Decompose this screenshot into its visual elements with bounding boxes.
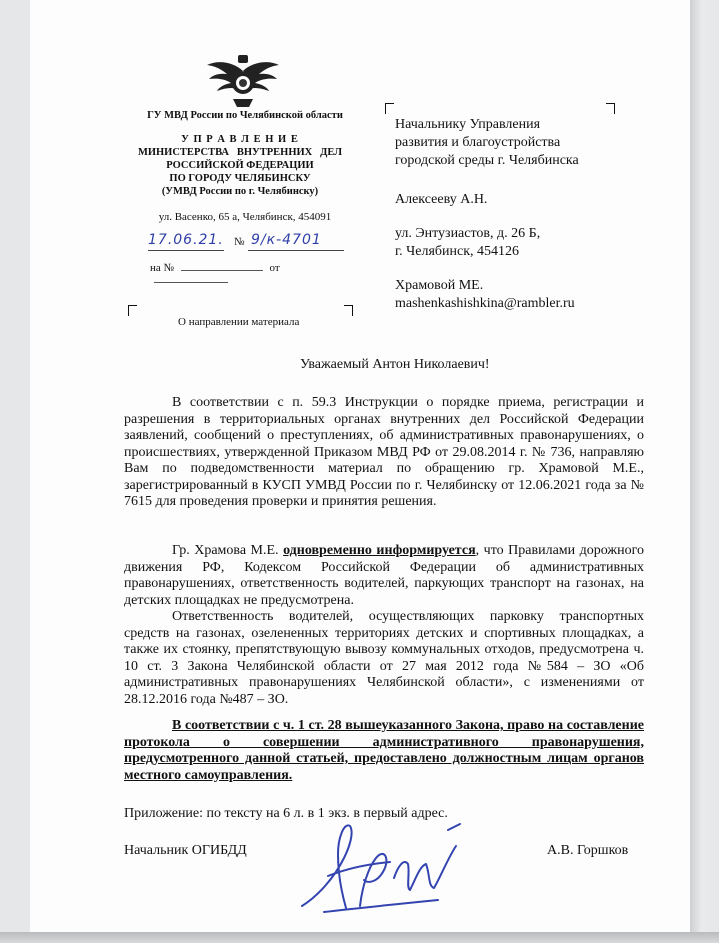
paragraph-2-start: Гр. Храмова М.Е. <box>172 543 284 558</box>
handwritten-signature-icon <box>298 818 468 916</box>
recipient-line: городской среды г. Челябинска <box>395 153 579 168</box>
registration-date: 17.06.21. <box>148 232 224 248</box>
issuer-department <box>120 133 360 198</box>
page-edge-shadow <box>690 0 719 943</box>
paragraph-4: В соответствии с ч. 1 ст. 28 вышеуказанного Закона, право на составление протокола о совершении административного правонарушения, предусмотренного данной статьей, предоставлено должностным лицам органов местного самоуправления. <box>124 718 644 783</box>
reference-prefix: на № <box>150 262 175 274</box>
page-bottom-shadow <box>0 932 719 943</box>
recipient-line <box>395 171 655 192</box>
recipient-corner-right <box>606 103 615 114</box>
registration-line <box>148 232 348 254</box>
mvd-emblem-icon <box>205 53 281 109</box>
number-underline <box>248 250 344 251</box>
recipient-address: г. Челябинск, 454126 <box>395 244 520 259</box>
paragraph-2 <box>124 543 644 609</box>
date-underline <box>148 250 224 251</box>
paragraph-2-end: , что Правилами дорожного движения РФ, Кодексом Российской Федерации об административных правонарушениях, ответственность водителей, паркующих транспорт на газонах, на детских площадках не предусмотрена. <box>124 543 644 608</box>
issuer-address: ул. Васенко, 65 а, Челябинск, 454091 <box>158 211 332 223</box>
dept-line: (УМВД России по г. Челябинску) <box>161 186 319 197</box>
signatory-name: А.В. Горшков <box>547 843 629 858</box>
recipient-name: Алексееву А.Н. <box>395 192 488 207</box>
paragraph-1: В соответствии с п. 59.3 Инструкции о порядке приема, регистрации и разрешения в территориальных органах внутренних дел Российской Федерации заявлений, сообщений о преступлениях, об административных правонарушениях, о происшествиях, утвержденной Приказом МВД РФ от 29.08.2014 г. № 736, направляю Вам по подведомственности материал по обращению гр. Храмовой М.Е., зарегистрированный в КУСП УМВД России по г. Челябинску от 12.06.2021 года за № 7615 для проведения проверки и принятия решения. <box>124 395 644 509</box>
dept-line: ПО ГОРОДУ ЧЕЛЯБИНСКУ <box>169 173 311 184</box>
dept-line: МИНИСТЕРСТВА ВНУТРЕННИХ ДЕЛ <box>137 147 343 158</box>
document-subject: О направлении материала <box>178 316 300 328</box>
attachment-note: Приложение: по тексту на 6 л. в 1 экз. в первый адрес. <box>124 806 448 821</box>
recipient-line: развития и благоустройства <box>395 135 561 150</box>
subject-corner-right <box>344 305 353 316</box>
copy-recipient-name: Храмовой МЕ. <box>395 278 484 293</box>
reference-from: от <box>269 262 280 274</box>
recipient-corner-left <box>385 103 394 114</box>
subject-corner-left <box>128 305 137 316</box>
recipient-line <box>395 262 655 278</box>
recipient-address: ул. Энтузиастов, д. 26 Б, <box>395 226 541 241</box>
registration-number: 9/к-4701 <box>251 232 322 248</box>
recipient-line <box>395 210 655 226</box>
issuer-org: ГУ МВД России по Челябинской области <box>147 110 343 121</box>
reference-date-blank <box>154 282 228 283</box>
salutation: Уважаемый Антон Николаевич! <box>300 357 490 372</box>
reference-line <box>150 262 350 286</box>
paragraph-3: Ответственность водителей, осуществляющих парковку транспортных средств на газонах, озелененных территориях детских и спортивных площадках, а также их стоянку, препятствующую вывозу коммунальных отходов, предусмотрена ч. 10 ст. 3 Закона Челябинской области от 27 мая 2012 года №584 – ЗО «Об административных правонарушениях Челябинской области», с изменениями от 28.12.2016 года №487 – ЗО. <box>124 609 644 707</box>
recipient-block <box>395 117 655 314</box>
recipient-line: Начальнику Управления <box>395 117 541 132</box>
dept-line: У П Р А В Л Е Н И Е <box>181 134 299 145</box>
reference-number-blank <box>181 270 263 271</box>
signatory-position: Начальник ОГИБДД <box>124 843 247 858</box>
paragraph-2-emphasis: одновременно информируется <box>283 543 476 558</box>
number-sign: № <box>234 236 245 248</box>
copy-recipient-email: mashenkashishkina@rambler.ru <box>395 296 575 311</box>
dept-line: РОССИЙСКОЙ ФЕДЕРАЦИИ <box>166 160 314 171</box>
